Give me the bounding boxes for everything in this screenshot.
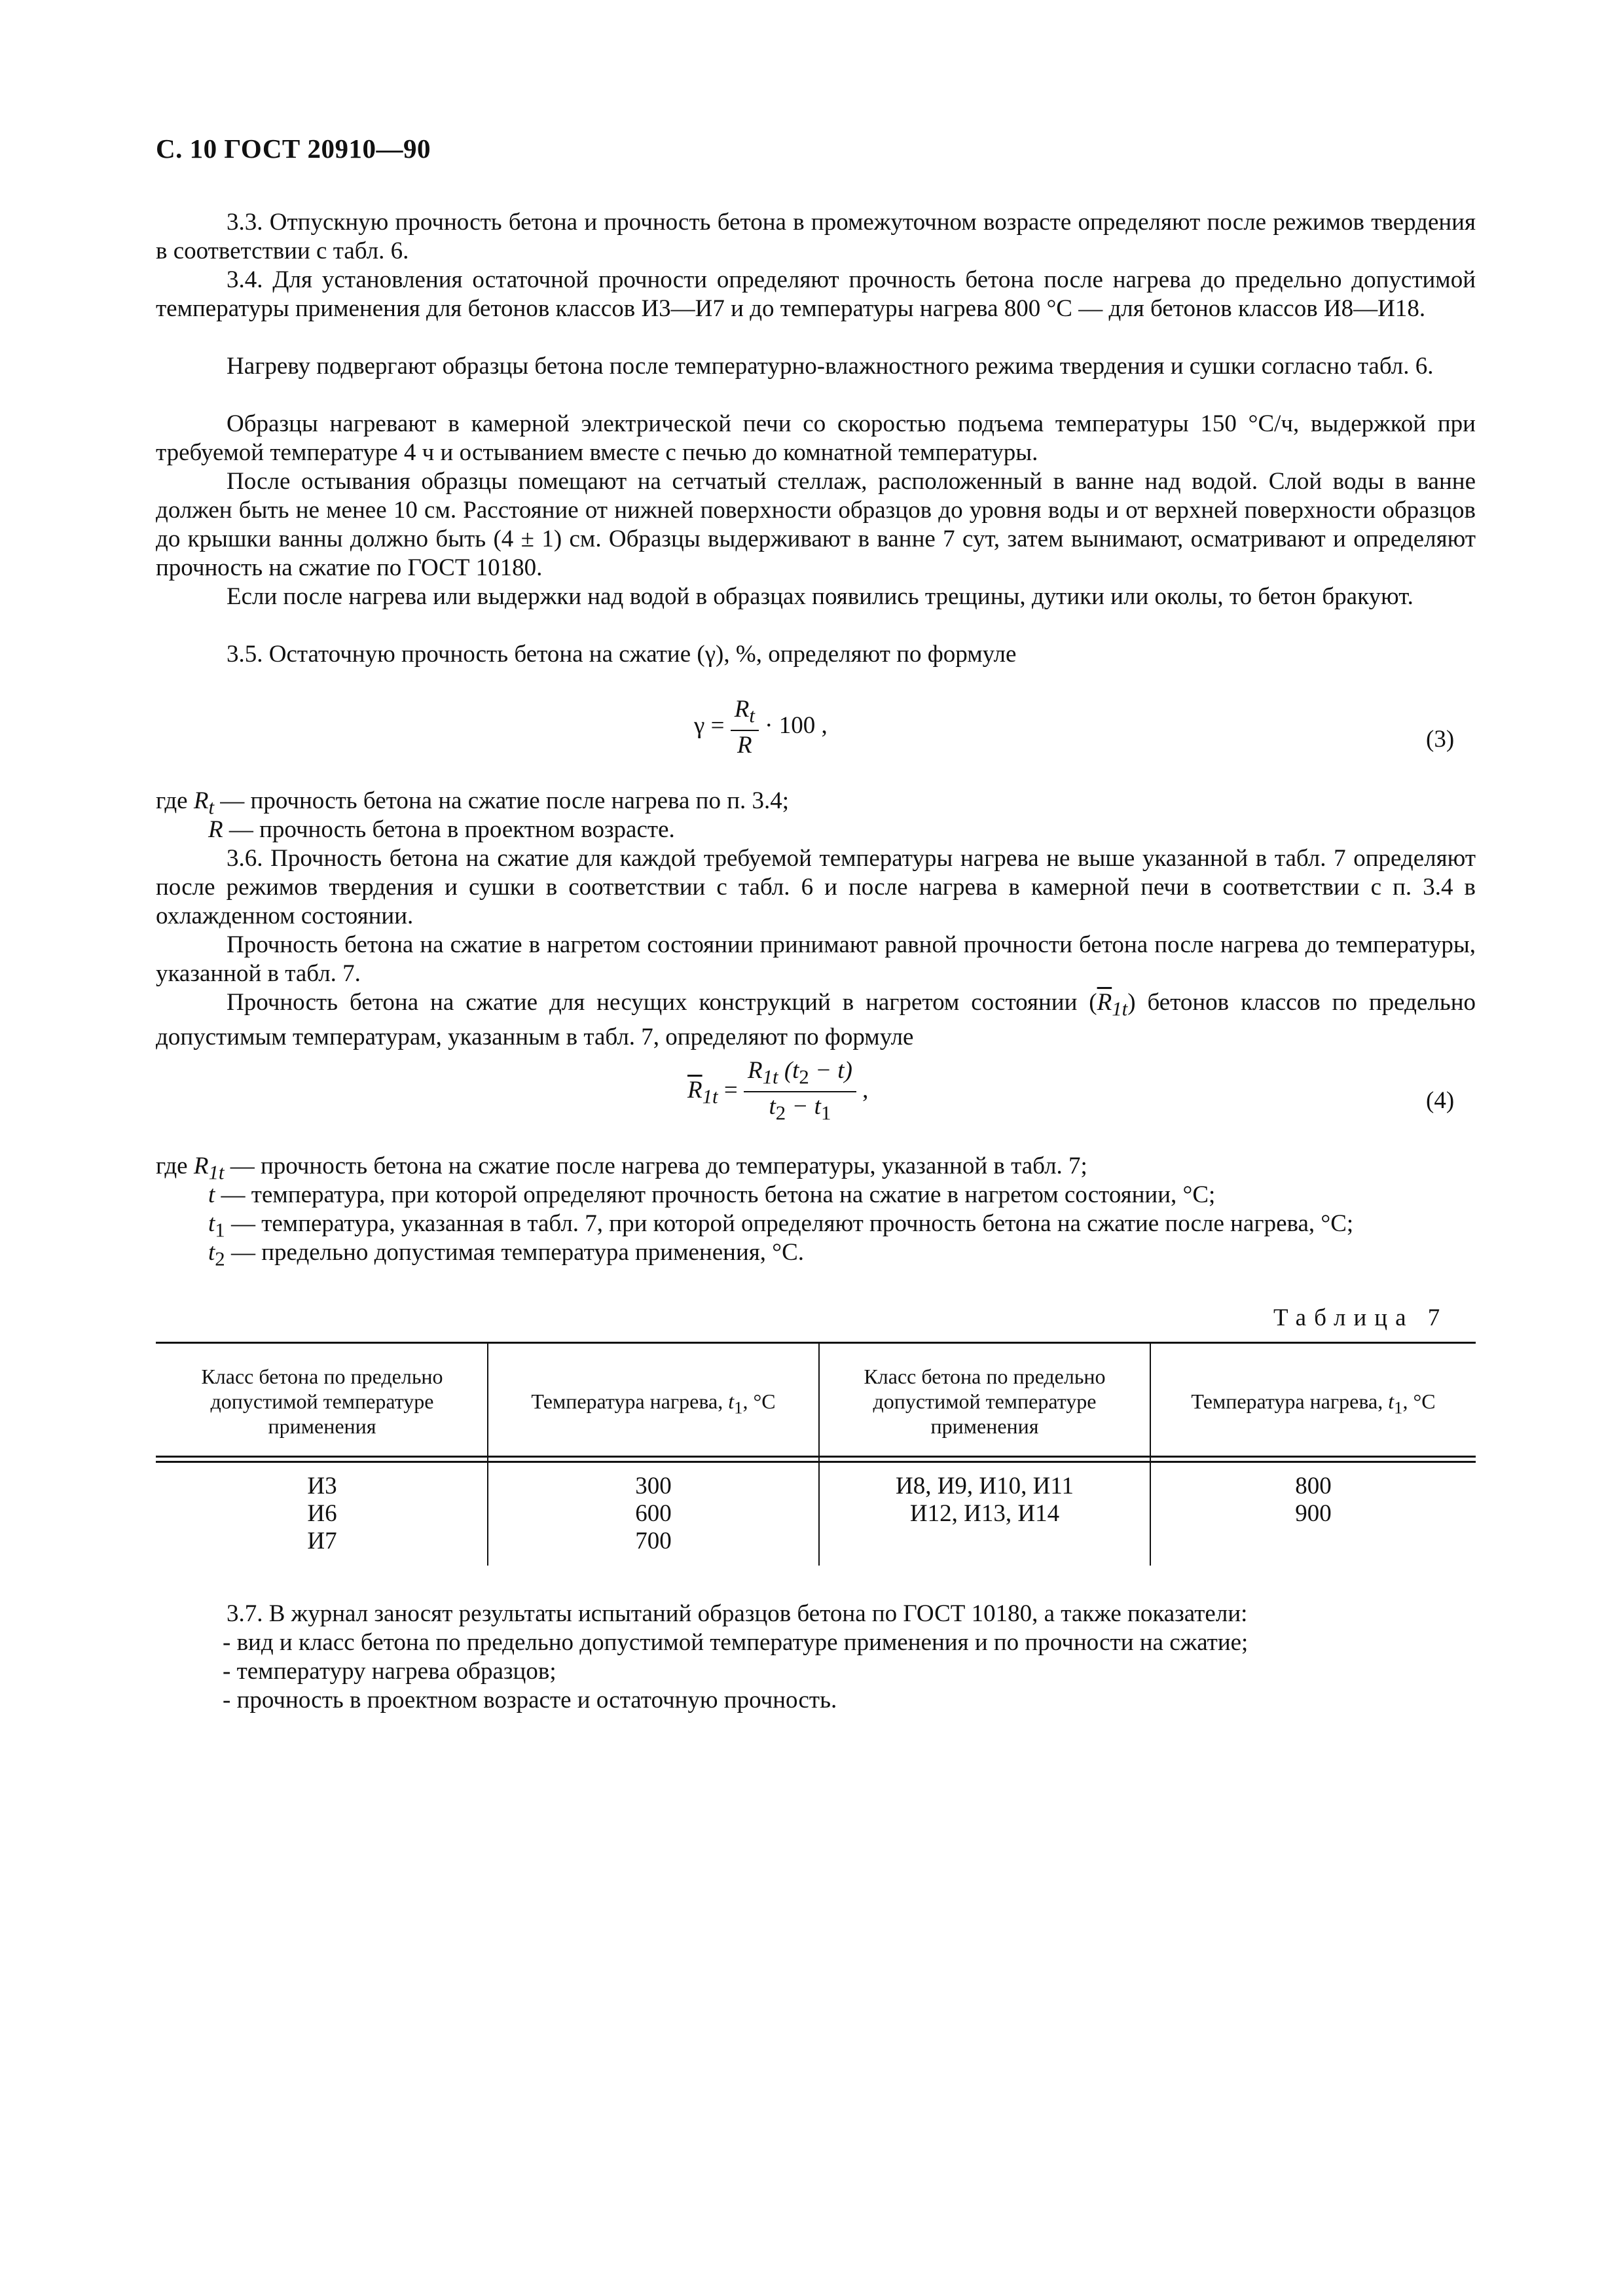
formula-4-lhs: $\overline{R}$ xyxy=(687,1076,702,1103)
table-cell-classes-left xyxy=(157,1473,487,1555)
table-row: 300 xyxy=(635,1473,672,1499)
formula-4-fraction: $\frac{R_{1t} (t_2 - t)}{t_2 - t_1}$ xyxy=(744,1056,856,1128)
list-item: - вид и класс бетона по предельно допустимой температуре применения и по прочности на сжатие; xyxy=(223,1629,1249,1656)
table-row: 900 xyxy=(1295,1500,1332,1527)
table-header-temp-right: Температура нагрева, $t_1$, °С xyxy=(1191,1390,1436,1418)
table-row: 600 xyxy=(635,1500,672,1527)
where-4-row-1: где $R_{1t}$ — прочность бетона на сжатие после нагрева до температуры, указанной в табл. 7; xyxy=(156,1153,1087,1184)
formula-3-numerator-sub: t xyxy=(749,704,755,727)
where-4-row-3: $t_1$ — температура, указанная в табл. 7, при которой определяют прочность бетона на сжатие после нагрева, °С; xyxy=(208,1210,1354,1242)
paragraph-3-6-heated: Прочность бетона на сжатие в нагретом состоянии принимают равной прочности бетона после нагрева до температуры, указанной в табл. 7. xyxy=(156,931,1476,987)
formula-3-lhs: γ = xyxy=(694,712,725,740)
paragraph-3-6: 3.6. Прочность бетона на сжатие для каждой требуемой температуры нагрева не выше указанной в табл. 7 определяют после режимов твердения и сушки в соответствии с табл. 6 и после нагрева в камерной печи в соответствии с п. 3.4 в охлажденном состоянии. xyxy=(156,845,1476,929)
paragraph-3-4-reject: Если после нагрева или выдержки над водой в образцах появились трещины, дутики или околы, то бетон бракуют. xyxy=(227,583,1413,610)
table-row: 800 xyxy=(1295,1473,1332,1499)
where-3-row-2: R — прочность бетона в проектном возрасте. xyxy=(208,816,675,843)
paragraph-3-4-cooling: После остывания образцы помещают на сетчатый стеллаж, расположенный в ванне над водой. Слой воды в ванне должен быть не менее 10 см. Расстояние от нижней поверхности образцов до уровня воды и от верхней поверхности образцов до крышки ванны должно быть (4 ± 1) см. Образцы выдерживают в ванне 7 сут, затем вынимают, осматривают и определяют прочность на сжатие по ГОСТ 10180. xyxy=(156,468,1476,581)
table-cell-temps-right xyxy=(1151,1473,1476,1528)
paragraph-3-4: 3.4. Для установления остаточной прочности определяют прочность бетона после нагрева до предельно допустимой температуры применения для бетонов классов И3—И7 и до температуры нагрева 800 °С — для бетонов классов И8—И18. xyxy=(156,266,1476,322)
where-3-row-1: где $R_t$ — прочность бетона на сжатие после нагрева по п. 3.4; xyxy=(156,787,790,819)
formula-4-number: (4) xyxy=(1426,1087,1455,1114)
paragraph-3-4-furnace: Образцы нагревают в камерной электрической печи со скоростью подъема температуры 150 °С/ч, выдержкой при требуемой температуре 4 ч и остыванием вместе с печью до комнатной температуры. xyxy=(156,410,1476,466)
paragraph-3-5: 3.5. Остаточную прочность бетона на сжатие (γ), %, определяют по формуле xyxy=(227,641,1017,668)
formula-3-tail: · 100 , xyxy=(765,712,828,740)
list-item: - температуру нагрева образцов; xyxy=(223,1658,556,1685)
where-4-row-2: t — температура, при которой определяют прочность бетона на сжатие в нагретом состоянии, °С; xyxy=(208,1181,1216,1208)
table-row: И6 xyxy=(307,1500,337,1527)
symbol-R: R xyxy=(193,787,209,814)
formula-3 xyxy=(694,695,828,760)
table-row: 700 xyxy=(635,1528,672,1554)
page-header: С. 10 ГОСТ 20910—90 xyxy=(156,134,431,164)
table-column-divider xyxy=(1150,1343,1151,1566)
table-header-rule xyxy=(156,1456,1476,1458)
paragraph-3-7: 3.7. В журнал заносят результаты испытаний образцов бетона по ГОСТ 10180, а также показатели: xyxy=(227,1600,1248,1627)
formula-3-number: (3) xyxy=(1426,726,1455,753)
paragraph-3-3: 3.3. Отпускную прочность бетона и прочность бетона в промежуточном возрасте определяют после режимов твердения в соответствии с табл. 6. xyxy=(156,209,1476,264)
formula-4: $\overline{R}_{1t}$ = $\frac{R_{1t} (t_2 - t)}{t_2 - t_1}$ , xyxy=(687,1056,868,1128)
table-header-temp-left: Температура нагрева, $t_1$, °С xyxy=(531,1390,776,1418)
where-4-row-4: $t_2$ — предельно допустимая температура применения, °С. xyxy=(208,1239,804,1270)
table-row: И3 xyxy=(307,1473,337,1499)
formula-3-fraction xyxy=(731,695,759,760)
symbol-R-bar: $\overline{R}$ xyxy=(1097,989,1112,1016)
table-row: И7 xyxy=(307,1528,337,1554)
paragraph-3-4-heating: Нагреву подвергают образцы бетона после температурно-влажностного режима твердения и сушки согласно табл. 6. xyxy=(227,353,1434,380)
formula-3-denominator: R xyxy=(737,732,752,759)
paragraph-3-6-formula-intro: Прочность бетона на сжатие для несущих конструкций в нагретом состоянии $(\overline{R}_{1t})$ бетонов классов по предельно допустимым температурам, указанным в табл. 7, определяют по формуле xyxy=(156,989,1476,1051)
table-top-rule xyxy=(156,1342,1476,1344)
table-header-class-right: Класс бетона по предельно допустимой температуре применения xyxy=(864,1365,1106,1438)
formula-3-numerator: R xyxy=(734,696,750,723)
table-header-rule-double xyxy=(156,1461,1476,1463)
list-item: - прочность в проектном возрасте и остаточную прочность. xyxy=(223,1687,837,1713)
table-row: И12, И13, И14 xyxy=(909,1500,1060,1527)
table-cell-temps-left xyxy=(488,1473,818,1555)
table-cell-classes-right xyxy=(820,1473,1150,1528)
table-caption: Таблица 7 xyxy=(1273,1304,1448,1331)
symbol-R: R xyxy=(208,816,223,843)
table-header-class-left: Класс бетона по предельно допустимой температуре применения xyxy=(201,1365,443,1438)
table-row: И8, И9, И10, И11 xyxy=(895,1473,1074,1499)
